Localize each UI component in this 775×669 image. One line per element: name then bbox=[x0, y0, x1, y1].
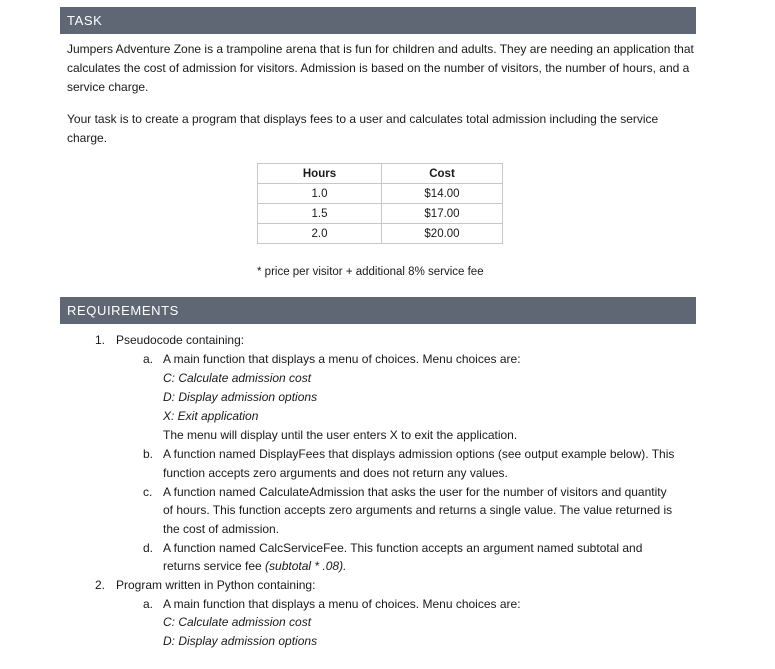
list-item-text: Program written in Python containing: bbox=[116, 578, 316, 592]
list-item-text: A function named CalcServiceFee. This function accepts an argument named subtotal and bbox=[163, 541, 643, 555]
cost-cell: $20.00 bbox=[382, 224, 503, 244]
list-letter: c. bbox=[143, 485, 153, 499]
service-fee-text: returns service fee bbox=[163, 559, 266, 573]
column-header-cost: Cost bbox=[382, 164, 503, 184]
list-number: 2. bbox=[95, 578, 106, 592]
menu-choice: D: Display admission options bbox=[163, 390, 318, 404]
list-item-text: A function named CalculateAdmission that asks the user for the number of visitors and quantity bbox=[163, 485, 667, 499]
hours-cell: 1.0 bbox=[258, 184, 382, 204]
list-item-text: Pseudocode containing: bbox=[116, 333, 245, 347]
table-note: * price per visitor + additional 8% service fee bbox=[257, 266, 484, 278]
menu-choice: X: Exit application bbox=[163, 409, 259, 423]
cost-cell: $17.00 bbox=[382, 204, 503, 224]
fees-table bbox=[257, 163, 503, 244]
list-item-text: function accepts zero arguments and does not return any values. bbox=[163, 466, 508, 480]
task-heading: TASK bbox=[60, 7, 696, 34]
cost-cell: $14.00 bbox=[382, 184, 503, 204]
list-letter: a. bbox=[143, 352, 154, 366]
table-row bbox=[258, 224, 503, 244]
list-number: 1. bbox=[95, 333, 106, 347]
requirements-heading: REQUIREMENTS bbox=[60, 297, 696, 324]
service-fee-formula: (subtotal * .08). bbox=[265, 559, 347, 573]
menu-choice: C: Calculate admission cost bbox=[163, 371, 312, 385]
table-row bbox=[258, 204, 503, 224]
hours-cell: 1.5 bbox=[258, 204, 382, 224]
hours-cell: 2.0 bbox=[258, 224, 382, 244]
list-letter: d. bbox=[143, 541, 154, 555]
list-item-text: A function named DisplayFees that displays admission options (see output example below). This bbox=[163, 447, 675, 461]
list-letter: b. bbox=[143, 447, 154, 461]
task-description: Jumpers Adventure Zone is a trampoline arena that is fun for children and adults. They are needing an application that calculates the cost of admission for visitors. Admission is based on the number of visitors, the number of hours, and a service charge. bbox=[67, 42, 694, 94]
menu-choice: D: Display admission options bbox=[163, 634, 318, 648]
list-item-text: A main function that displays a menu of choices. Menu choices are: bbox=[163, 597, 521, 611]
list-item-text bbox=[163, 557, 346, 575]
task-instructions: Your task is to create a program that displays fees to a user and calculates total admission including the service charge. bbox=[67, 112, 659, 145]
list-letter: a. bbox=[143, 597, 154, 611]
list-item-text: The menu will display until the user enters X to exit the application. bbox=[163, 428, 518, 442]
menu-choice: C: Calculate admission cost bbox=[163, 615, 312, 629]
list-item-text: of hours. This function accepts zero arguments and returns a single value. The value returned is bbox=[163, 503, 673, 517]
column-header-hours: Hours bbox=[258, 164, 382, 184]
list-item-text: A main function that displays a menu of choices. Menu choices are: bbox=[163, 352, 521, 366]
table-row bbox=[258, 184, 503, 204]
table-header-row bbox=[258, 164, 503, 184]
list-item-text: the cost of admission. bbox=[163, 522, 280, 536]
